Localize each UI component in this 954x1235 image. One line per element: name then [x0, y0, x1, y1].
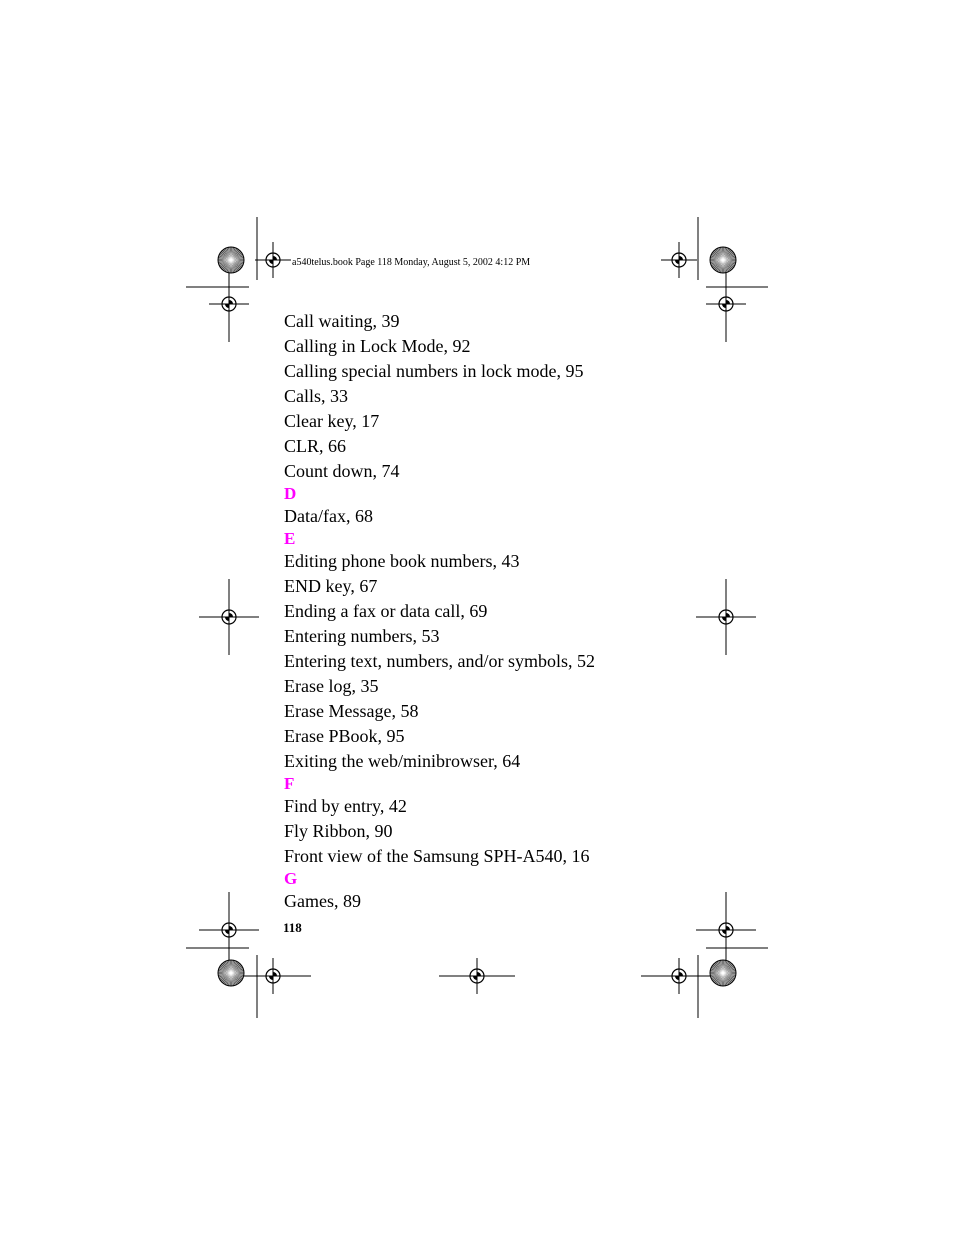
index-entry: Erase PBook, 95	[284, 726, 405, 746]
registration-target	[439, 958, 515, 994]
registration-target	[199, 579, 259, 655]
index-entry: Call waiting, 39	[284, 311, 400, 331]
index-entry: Ending a fax or data call, 69	[284, 601, 488, 621]
index-entry: Find by entry, 42	[284, 796, 407, 816]
index-entry: Front view of the Samsung SPH-A540, 16	[284, 846, 590, 866]
page-number: 118	[283, 920, 302, 935]
registration-target	[255, 242, 291, 278]
index-entry: Clear key, 17	[284, 411, 380, 431]
registration-target	[696, 579, 756, 655]
index-entry: Data/fax, 68	[284, 506, 373, 526]
section-letter: D	[284, 484, 297, 503]
registration-target	[209, 266, 249, 342]
starburst-mark	[218, 960, 244, 986]
index-entry: Calling in Lock Mode, 92	[284, 336, 471, 356]
registration-target	[199, 892, 259, 968]
registration-target	[696, 892, 756, 968]
index-entry: Fly Ribbon, 90	[284, 821, 393, 841]
registration-target	[661, 242, 697, 278]
starburst-mark	[710, 247, 736, 273]
index-entry: Games, 89	[284, 891, 361, 911]
index-entry: Count down, 74	[284, 461, 400, 481]
starburst-mark	[218, 247, 244, 273]
index-entry: Erase Message, 58	[284, 701, 419, 721]
index-entry: Calls, 33	[284, 386, 349, 406]
registration-target	[706, 266, 746, 342]
index-entry: Editing phone book numbers, 43	[284, 551, 520, 571]
index-entry: Entering numbers, 53	[284, 626, 440, 646]
print-slug: a540telus.book Page 118 Monday, August 5, 2002 4:12 PM	[292, 257, 531, 268]
section-letter: E	[284, 529, 296, 548]
section-letter: F	[284, 774, 295, 793]
starburst-mark	[710, 960, 736, 986]
index-entry: Calling special numbers in lock mode, 95	[284, 361, 584, 381]
registration-target	[641, 958, 717, 994]
index-entry: CLR, 66	[284, 436, 347, 456]
registration-target	[235, 958, 311, 994]
section-letter: G	[284, 869, 298, 888]
index-entry: END key, 67	[284, 576, 378, 596]
index-entry: Exiting the web/minibrowser, 64	[284, 751, 521, 771]
index-entry: Entering text, numbers, and/or symbols, 52	[284, 651, 595, 671]
index-list	[284, 309, 595, 914]
index-entry: Erase log, 35	[284, 676, 379, 696]
